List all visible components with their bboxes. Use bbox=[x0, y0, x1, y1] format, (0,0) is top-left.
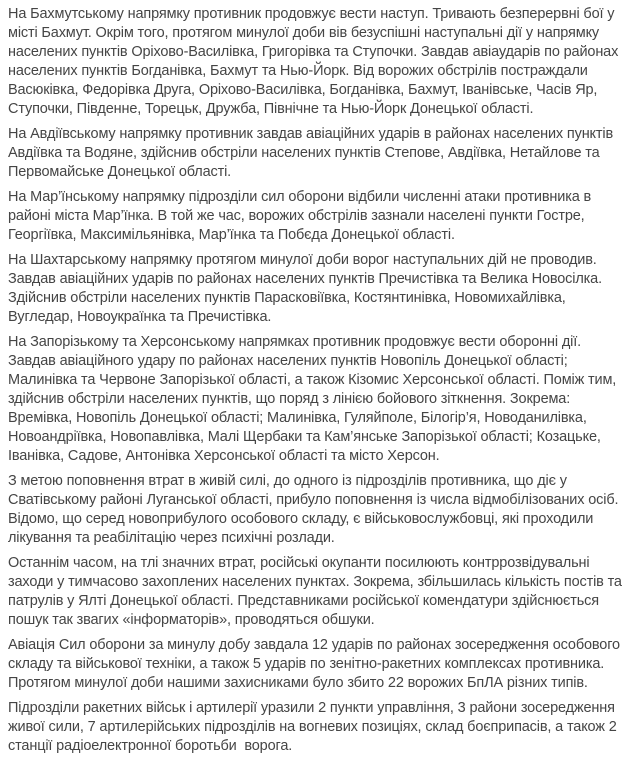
paragraph-enemy-replenishment: З метою поповнення втрат в живій силі, до одного із підрозділів противника, що діє у Сватівському районі Луганської області, прибуло поповнення із числа відмобілізованих осіб. Відомо, що серед новоприбулого особового складу, є військовослужбовці, які проходили лікування та реабілітацію через психічні розлади. bbox=[8, 473, 623, 546]
paragraph-defense-aviation-strikes: Авіація Сил оборони за минулу добу завдала 12 ударів по районах зосередження особового складу та військової техніки, а також 5 ударів по зенітно-ракетних комплексах противника. Протягом минулої доби нашими захисниками було збито 22 ворожих БпЛА різних типів. bbox=[8, 637, 624, 691]
paragraph-shakhtarske-direction: На Шахтарському напрямку протягом минулої доби ворог наступальних дій не проводив. Завдав авіаційних ударів по районах населених пунктів Пречистівка та Велика Новосілка. Здійснив обстріли населених пунктів Парасковіївка, Костянтинівка, Новомихайлівка, Вугледар, Новоукраїнка та Пречистівка. bbox=[8, 252, 606, 325]
paragraph-counterintelligence-measures: Останнім часом, на тлі значних втрат, російські окупанти посилюють контррозвідувальні заходи у тимчасово захоплених населених пунктах. Зокрема, збільшилась кількість постів та патрулів у Ялті Донецької області. Представниками російської комендатури здійснюється пошук так звагих «інформаторів», проводяться обшуки. bbox=[8, 555, 626, 628]
paragraph-avdiivka-direction: На Авдіївському напрямку противник завдав авіаційних ударів в районах населених пунктів Авдіївка та Водяне, здійснив обстріли населених пунктів Степове, Авдіївка, Нетайлове та Первомайське Донецької області. bbox=[8, 126, 617, 180]
paragraph-zaporizhzhia-kherson-direction: На Запорізькому та Херсонському напрямках противник продовжує вести оборонні дії. Завдав авіаційного удару по районах населених пунктів Новопіль Донецької області; Малинівка та Червоне Запорізької області, а також Кізомис Херсонської області. Поміж тим, здійснив обстріли населених пунктів, що поряд з лінією бойового зіткнення. Зокрема: Времівка, Новопіль Донецької області; Малинівка, Гуляйполе, Білогір’я, Новоданилівка, Новоандріївка, Новопавлівка, Малі Щербаки та Кам’янське Запорізької області; Козацьке, Іванівка, Садове, Антонівка Херсонської області та місто Херсон. bbox=[8, 334, 621, 464]
paragraph-missile-artillery-strikes: Підрозділи ракетних військ і артилерії уразили 2 пункти управління, 3 райони зосередження живої сили, 7 артилерійських підрозділів на вогневих позиціях, склад боєприпасів, а також 2 станції радіоелектронної боротьби ворога. bbox=[8, 700, 621, 754]
paragraph-bakhmut-direction: На Бахмутському напрямку противник продовжує вести наступ. Тривають безперервні бої у місті Бахмут. Окрім того, протягом минулої доби вів безуспішні наступальні дії у напрямку населених пунктів Оріхово-Василівка, Григорівка та Ступочки. Завдав авіаударів по районах населених пунктів Богданівка, Бахмут та Нью-Йорк. Від ворожих обстрілів постраждали Васюківка, Федорівка Друга, Оріхово-Василівка, Богданівка, Бахмут, Іванівське, Часів Яр, Ступочки, Південне, Торецьк, Дружба, Північне та Нью-Йорк Донецької області. bbox=[8, 6, 623, 117]
paragraph-marinka-direction: На Мар’їнському напрямку підрозділи сил оборони відбили численні атаки противника в районі міста Мар’їнка. В той же час, ворожих обстрілів зазнали населені пункти Гостре, Георгіївка, Максимільянівка, Мар’їнка та Побєда Донецької області. bbox=[8, 189, 595, 243]
